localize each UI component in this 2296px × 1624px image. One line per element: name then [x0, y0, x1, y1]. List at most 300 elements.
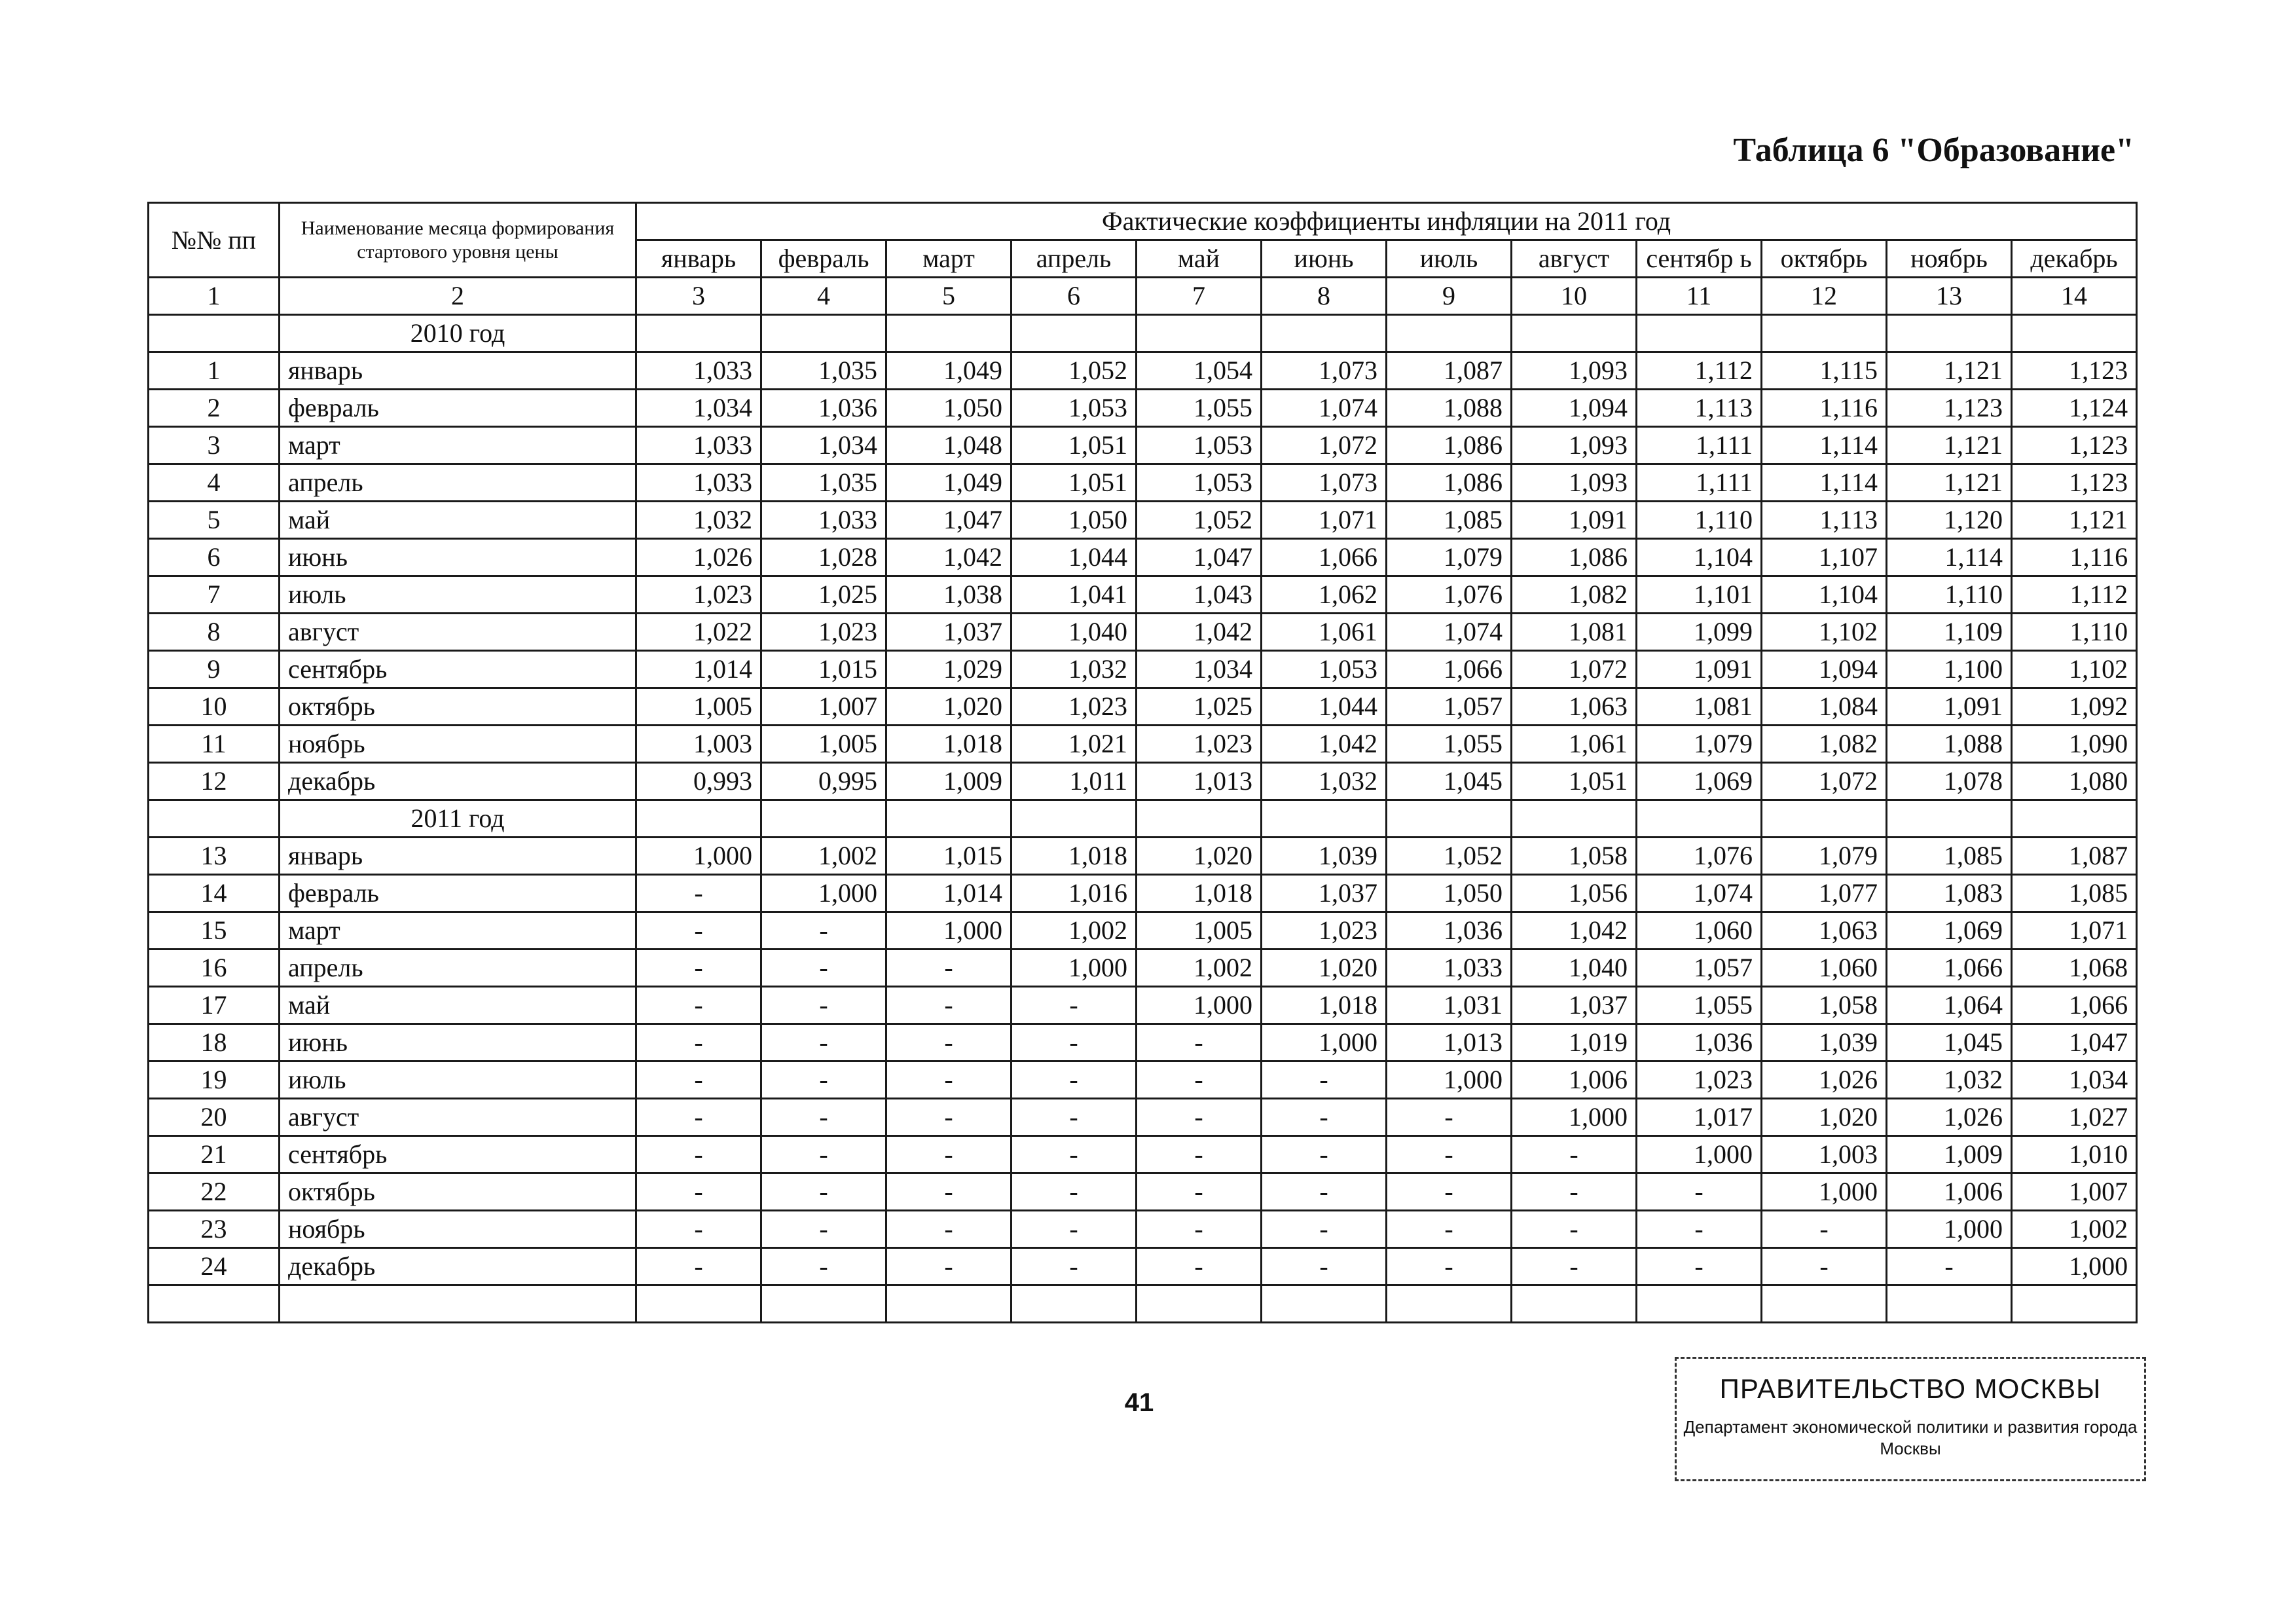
coefficient-cell: -: [1137, 1099, 1262, 1136]
column-header-month: март: [886, 240, 1011, 278]
coefficient-cell: 1,039: [1762, 1024, 1887, 1061]
coefficient-cell: 1,121: [2012, 502, 2137, 539]
row-index: 8: [149, 614, 280, 651]
coefficient-cell: 1,007: [761, 688, 886, 726]
row-month-name: январь: [280, 838, 636, 875]
coefficient-cell: 1,093: [1512, 427, 1637, 464]
coefficient-cell: 1,057: [1637, 950, 1762, 987]
coefficient-cell: 1,015: [761, 651, 886, 688]
coefficient-cell: -: [1011, 1173, 1137, 1211]
coefficient-cell: -: [1637, 1248, 1762, 1285]
coefficient-cell: 1,032: [1887, 1061, 2012, 1099]
coefficient-cell: 1,000: [1262, 1024, 1387, 1061]
coefficient-cell: 1,094: [1512, 390, 1637, 427]
coefficient-cell: 1,000: [1512, 1099, 1637, 1136]
coefficient-cell: 1,000: [1137, 987, 1262, 1024]
coefficient-cell: -: [761, 1173, 886, 1211]
coefficient-cell: 1,005: [761, 726, 886, 763]
coefficient-cell: -: [1137, 1136, 1262, 1173]
coefficient-cell: 1,039: [1262, 838, 1387, 875]
coefficient-cell: 1,063: [1512, 688, 1637, 726]
coefficient-cell: 1,005: [1137, 912, 1262, 950]
coefficient-cell: -: [886, 1211, 1011, 1248]
coefficient-cell: 1,116: [2012, 539, 2137, 576]
coefficient-cell: 1,018: [1262, 987, 1387, 1024]
column-number-row: [149, 278, 2137, 315]
coefficient-cell: 1,033: [636, 427, 761, 464]
year-row-blank: [2012, 315, 2137, 352]
coefficient-cell: 1,072: [1262, 427, 1387, 464]
coefficient-cell: -: [761, 1211, 886, 1248]
row-month-name: октябрь: [280, 1173, 636, 1211]
table-row: [149, 651, 2137, 688]
coefficient-cell: 1,042: [1512, 912, 1637, 950]
coefficient-cell: 1,099: [1637, 614, 1762, 651]
row-index: 16: [149, 950, 280, 987]
coefficient-cell: 1,034: [1137, 651, 1262, 688]
empty-cell: [1011, 1285, 1137, 1323]
coefficient-cell: 1,034: [2012, 1061, 2137, 1099]
coefficient-cell: 1,011: [1011, 763, 1137, 800]
coefficient-cell: -: [1137, 1173, 1262, 1211]
coefficient-cell: 1,042: [1262, 726, 1387, 763]
year-row-blank: [886, 315, 1011, 352]
column-number-cell: 13: [1887, 278, 2012, 315]
coefficient-cell: -: [761, 987, 886, 1024]
table-row: [149, 1248, 2137, 1285]
coefficient-cell: 1,069: [1887, 912, 2012, 950]
coefficient-cell: 1,020: [1262, 950, 1387, 987]
coefficient-cell: 1,068: [2012, 950, 2137, 987]
coefficient-cell: -: [1762, 1248, 1887, 1285]
empty-cell: [149, 1285, 280, 1323]
coefficient-cell: 1,080: [2012, 763, 2137, 800]
coefficient-cell: -: [761, 1099, 886, 1136]
empty-cell: [761, 1285, 886, 1323]
coefficient-cell: 1,066: [1387, 651, 1512, 688]
coefficient-cell: -: [1011, 1211, 1137, 1248]
row-month-name: август: [280, 614, 636, 651]
coefficient-cell: 1,000: [1887, 1211, 2012, 1248]
year-row-blank: [636, 315, 761, 352]
coefficient-cell: 1,060: [1762, 950, 1887, 987]
coefficient-cell: 1,050: [1387, 875, 1512, 912]
table-row: [149, 1136, 2137, 1173]
coefficient-cell: 1,000: [1762, 1173, 1887, 1211]
column-header-month: май: [1137, 240, 1262, 278]
row-month-name: июль: [280, 1061, 636, 1099]
column-number-cell: 1: [149, 278, 280, 315]
coefficient-cell: 1,023: [636, 576, 761, 614]
coefficient-cell: 1,025: [761, 576, 886, 614]
column-header-month: январь: [636, 240, 761, 278]
coefficient-cell: 1,002: [2012, 1211, 2137, 1248]
coefficient-cell: 1,082: [1512, 576, 1637, 614]
coefficient-cell: 1,069: [1637, 763, 1762, 800]
coefficient-cell: 1,038: [886, 576, 1011, 614]
year-row-blank: [2012, 800, 2137, 838]
coefficient-cell: 1,000: [1387, 1061, 1512, 1099]
row-month-name: сентябрь: [280, 1136, 636, 1173]
coefficient-cell: 1,051: [1512, 763, 1637, 800]
coefficient-cell: -: [761, 950, 886, 987]
coefficient-cell: 1,053: [1137, 427, 1262, 464]
coefficient-cell: -: [886, 1024, 1011, 1061]
column-number-cell: 5: [886, 278, 1011, 315]
coefficient-cell: 1,040: [1512, 950, 1637, 987]
inflation-coefficients-table: [147, 202, 2138, 1323]
coefficient-cell: 1,086: [1387, 464, 1512, 502]
coefficient-cell: 1,006: [1512, 1061, 1637, 1099]
year-row-blank: [1637, 800, 1762, 838]
coefficient-cell: 1,000: [886, 912, 1011, 950]
coefficient-cell: -: [636, 950, 761, 987]
coefficient-cell: 1,073: [1262, 352, 1387, 390]
coefficient-cell: -: [1011, 1061, 1137, 1099]
coefficient-cell: 1,053: [1137, 464, 1262, 502]
coefficient-cell: 1,048: [886, 427, 1011, 464]
coefficient-cell: 1,036: [761, 390, 886, 427]
coefficient-cell: -: [1137, 1061, 1262, 1099]
empty-cell: [1137, 1285, 1262, 1323]
year-row-blank: [1011, 315, 1137, 352]
table-row: [149, 950, 2137, 987]
coefficient-cell: 1,023: [1262, 912, 1387, 950]
coefficient-cell: 1,091: [1512, 502, 1637, 539]
coefficient-cell: -: [1137, 1024, 1262, 1061]
row-month-name: май: [280, 987, 636, 1024]
coefficient-cell: -: [1512, 1173, 1637, 1211]
coefficient-cell: 1,071: [2012, 912, 2137, 950]
coefficient-cell: 1,005: [636, 688, 761, 726]
coefficient-cell: 1,009: [886, 763, 1011, 800]
table-row: [149, 1099, 2137, 1136]
coefficient-cell: 1,112: [1637, 352, 1762, 390]
coefficient-cell: 1,115: [1762, 352, 1887, 390]
coefficient-cell: 1,013: [1387, 1024, 1512, 1061]
coefficient-cell: -: [1387, 1248, 1512, 1285]
coefficient-cell: 1,094: [1762, 651, 1887, 688]
coefficient-cell: 1,023: [761, 614, 886, 651]
coefficient-cell: -: [1262, 1061, 1387, 1099]
coefficient-cell: -: [886, 1248, 1011, 1285]
coefficient-cell: 1,029: [886, 651, 1011, 688]
column-header-month: апрель: [1011, 240, 1137, 278]
coefficient-cell: -: [1262, 1211, 1387, 1248]
year-row-blank: [636, 800, 761, 838]
coefficient-cell: -: [1137, 1211, 1262, 1248]
coefficient-cell: 1,050: [886, 390, 1011, 427]
year-row: [149, 800, 2137, 838]
column-number-cell: 4: [761, 278, 886, 315]
column-number-cell: 10: [1512, 278, 1637, 315]
coefficient-cell: 0,995: [761, 763, 886, 800]
year-row-blank: [149, 800, 280, 838]
coefficient-cell: 1,079: [1762, 838, 1887, 875]
coefficient-cell: 1,037: [1262, 875, 1387, 912]
coefficient-cell: 1,035: [761, 352, 886, 390]
table-row: [149, 875, 2137, 912]
coefficient-cell: 1,092: [2012, 688, 2137, 726]
coefficient-cell: -: [636, 987, 761, 1024]
year-row-blank: [1887, 800, 2012, 838]
table-row: [149, 912, 2137, 950]
coefficient-cell: 1,114: [1762, 464, 1887, 502]
coefficient-cell: 1,003: [636, 726, 761, 763]
empty-cell: [1637, 1285, 1762, 1323]
coefficient-cell: -: [636, 1061, 761, 1099]
coefficient-cell: 1,045: [1887, 1024, 2012, 1061]
row-month-name: июль: [280, 576, 636, 614]
empty-cell: [1512, 1285, 1637, 1323]
table-caption: Таблица 6 "Образование": [1733, 132, 2134, 169]
coefficient-cell: 1,082: [1762, 726, 1887, 763]
table-row: [149, 464, 2137, 502]
coefficient-cell: 1,110: [1637, 502, 1762, 539]
year-row-blank: [1262, 315, 1387, 352]
coefficient-cell: 1,121: [1887, 464, 2012, 502]
coefficient-cell: 1,077: [1762, 875, 1887, 912]
year-row-blank: [1762, 800, 1887, 838]
coefficient-cell: -: [1137, 1248, 1262, 1285]
coefficient-cell: 1,055: [1137, 390, 1262, 427]
year-row-blank: [1512, 800, 1637, 838]
row-month-name: сентябрь: [280, 651, 636, 688]
row-index: 10: [149, 688, 280, 726]
table-row: [149, 838, 2137, 875]
row-index: 6: [149, 539, 280, 576]
coefficient-cell: 1,078: [1887, 763, 2012, 800]
empty-cell: [1387, 1285, 1512, 1323]
column-header-month: октябрь: [1762, 240, 1887, 278]
row-index: 13: [149, 838, 280, 875]
table-row: [149, 352, 2137, 390]
empty-cell: [886, 1285, 1011, 1323]
row-month-name: октябрь: [280, 688, 636, 726]
coefficient-cell: 1,019: [1512, 1024, 1637, 1061]
coefficient-cell: -: [1512, 1248, 1637, 1285]
row-month-name: апрель: [280, 950, 636, 987]
coefficient-cell: -: [761, 1061, 886, 1099]
year-row-blank: [1762, 315, 1887, 352]
coefficient-cell: 1,026: [636, 539, 761, 576]
coefficient-cell: 1,123: [2012, 427, 2137, 464]
coefficient-cell: -: [1512, 1211, 1637, 1248]
column-number-cell: 8: [1262, 278, 1387, 315]
coefficient-cell: 1,009: [1887, 1136, 2012, 1173]
coefficient-cell: 1,104: [1762, 576, 1887, 614]
coefficient-cell: 1,017: [1637, 1099, 1762, 1136]
row-index: 15: [149, 912, 280, 950]
column-number-cell: 7: [1137, 278, 1262, 315]
coefficient-cell: 1,066: [1262, 539, 1387, 576]
coefficient-cell: 1,025: [1137, 688, 1262, 726]
coefficient-cell: 1,114: [1762, 427, 1887, 464]
row-index: 4: [149, 464, 280, 502]
empty-cell: [636, 1285, 761, 1323]
coefficient-cell: 1,072: [1512, 651, 1637, 688]
stamp-subtitle: Департамент экономической политики и развития города Москвы: [1683, 1417, 2138, 1458]
table-row: [149, 539, 2137, 576]
table-row: [149, 763, 2137, 800]
coefficient-cell: -: [1387, 1173, 1512, 1211]
coefficient-cell: -: [1262, 1136, 1387, 1173]
coefficient-cell: 1,110: [2012, 614, 2137, 651]
coefficient-cell: 1,055: [1637, 987, 1762, 1024]
coefficient-cell: 1,056: [1512, 875, 1637, 912]
coefficient-cell: -: [761, 912, 886, 950]
coefficient-cell: -: [1011, 1099, 1137, 1136]
coefficient-cell: -: [761, 1024, 886, 1061]
coefficient-cell: 1,087: [1387, 352, 1512, 390]
row-index: 17: [149, 987, 280, 1024]
coefficient-cell: 1,026: [1887, 1099, 2012, 1136]
coefficient-cell: -: [1637, 1173, 1762, 1211]
coefficient-cell: 1,052: [1011, 352, 1137, 390]
coefficient-cell: 1,074: [1262, 390, 1387, 427]
coefficient-cell: 1,028: [761, 539, 886, 576]
row-index: 3: [149, 427, 280, 464]
coefficient-cell: 1,000: [1011, 950, 1137, 987]
coefficient-cell: 1,032: [1011, 651, 1137, 688]
coefficient-cell: 1,015: [886, 838, 1011, 875]
year-row-blank: [1637, 315, 1762, 352]
column-number-cell: 9: [1387, 278, 1512, 315]
coefficient-cell: 1,100: [1887, 651, 2012, 688]
coefficient-cell: 1,052: [1387, 838, 1512, 875]
column-header-month: декабрь: [2012, 240, 2137, 278]
year-row-blank: [1387, 800, 1512, 838]
coefficient-cell: 1,093: [1512, 352, 1637, 390]
empty-cell: [280, 1285, 636, 1323]
row-month-name: июнь: [280, 1024, 636, 1061]
coefficient-cell: 1,034: [761, 427, 886, 464]
coefficient-cell: 1,031: [1387, 987, 1512, 1024]
row-month-name: март: [280, 427, 636, 464]
row-month-name: ноябрь: [280, 726, 636, 763]
table-row: [149, 1211, 2137, 1248]
coefficient-cell: 1,066: [1887, 950, 2012, 987]
coefficient-cell: 1,036: [1387, 912, 1512, 950]
coefficient-cell: 1,120: [1887, 502, 2012, 539]
coefficient-cell: 1,002: [761, 838, 886, 875]
coefficient-cell: -: [1262, 1099, 1387, 1136]
row-month-name: март: [280, 912, 636, 950]
coefficient-cell: 1,033: [636, 464, 761, 502]
empty-cell: [2012, 1285, 2137, 1323]
coefficient-cell: -: [636, 1099, 761, 1136]
coefficient-cell: 1,018: [1011, 838, 1137, 875]
coefficient-cell: 1,076: [1637, 838, 1762, 875]
coefficient-cell: 0,993: [636, 763, 761, 800]
coefficient-cell: 1,053: [1262, 651, 1387, 688]
row-index: 18: [149, 1024, 280, 1061]
column-number-cell: 14: [2012, 278, 2137, 315]
coefficient-cell: 1,000: [636, 838, 761, 875]
year-row-blank: [1387, 315, 1512, 352]
coefficient-cell: -: [1011, 987, 1137, 1024]
column-number-cell: 12: [1762, 278, 1887, 315]
empty-cell: [1887, 1285, 2012, 1323]
coefficient-cell: 1,020: [1137, 838, 1262, 875]
coefficient-cell: 1,045: [1387, 763, 1512, 800]
coefficient-cell: -: [1011, 1024, 1137, 1061]
coefficient-cell: -: [761, 1248, 886, 1285]
empty-cell: [1762, 1285, 1887, 1323]
coefficient-cell: 1,072: [1762, 763, 1887, 800]
table-row: [149, 1173, 2137, 1211]
coefficient-cell: 1,055: [1387, 726, 1512, 763]
row-index: 19: [149, 1061, 280, 1099]
coefficient-cell: 1,043: [1137, 576, 1262, 614]
table-row: [149, 614, 2137, 651]
coefficient-cell: 1,003: [1762, 1136, 1887, 1173]
coefficient-cell: 1,044: [1011, 539, 1137, 576]
row-index: 11: [149, 726, 280, 763]
coefficient-cell: 1,027: [2012, 1099, 2137, 1136]
coefficient-cell: 1,121: [1887, 352, 2012, 390]
coefficient-cell: 1,018: [1137, 875, 1262, 912]
department-stamp: [1675, 1357, 2146, 1481]
coefficient-cell: 1,037: [1512, 987, 1637, 1024]
row-month-name: декабрь: [280, 763, 636, 800]
coefficient-cell: -: [761, 1136, 886, 1173]
year-row-blank: [1011, 800, 1137, 838]
coefficient-cell: 1,066: [2012, 987, 2137, 1024]
coefficient-cell: 1,063: [1762, 912, 1887, 950]
row-month-name: декабрь: [280, 1248, 636, 1285]
coefficient-cell: 1,000: [2012, 1248, 2137, 1285]
column-number-cell: 2: [280, 278, 636, 315]
row-index: 9: [149, 651, 280, 688]
coefficient-cell: 1,083: [1887, 875, 2012, 912]
coefficient-cell: 1,064: [1887, 987, 2012, 1024]
coefficient-cell: 1,114: [1887, 539, 2012, 576]
coefficient-cell: 1,035: [761, 464, 886, 502]
row-index: 22: [149, 1173, 280, 1211]
coefficient-cell: 1,104: [1637, 539, 1762, 576]
row-month-name: май: [280, 502, 636, 539]
coefficient-cell: 1,110: [1887, 576, 2012, 614]
coefficient-cell: 1,052: [1137, 502, 1262, 539]
column-header-month: ноябрь: [1887, 240, 2012, 278]
coefficient-cell: 1,073: [1262, 464, 1387, 502]
empty-row: [149, 1285, 2137, 1323]
coefficient-cell: 1,000: [1637, 1136, 1762, 1173]
coefficient-cell: 1,042: [1137, 614, 1262, 651]
year-row-blank: [1137, 315, 1262, 352]
year-row: [149, 315, 2137, 352]
coefficient-cell: 1,049: [886, 352, 1011, 390]
table-row: [149, 427, 2137, 464]
row-month-name: февраль: [280, 875, 636, 912]
coefficient-cell: 1,054: [1137, 352, 1262, 390]
row-index: 24: [149, 1248, 280, 1285]
coefficient-cell: 1,058: [1512, 838, 1637, 875]
coefficient-cell: 1,060: [1637, 912, 1762, 950]
coefficient-cell: -: [886, 1136, 1011, 1173]
empty-cell: [1262, 1285, 1387, 1323]
table-row: [149, 390, 2137, 427]
coefficient-cell: 1,107: [1762, 539, 1887, 576]
row-month-name: апрель: [280, 464, 636, 502]
column-header-month-name: Наименование месяца формирования стартового уровня цены: [280, 203, 636, 278]
coefficient-cell: 1,014: [886, 875, 1011, 912]
table-row: [149, 502, 2137, 539]
coefficient-cell: 1,088: [1387, 390, 1512, 427]
coefficient-cell: 1,085: [1887, 838, 2012, 875]
coefficient-cell: 1,041: [1011, 576, 1137, 614]
